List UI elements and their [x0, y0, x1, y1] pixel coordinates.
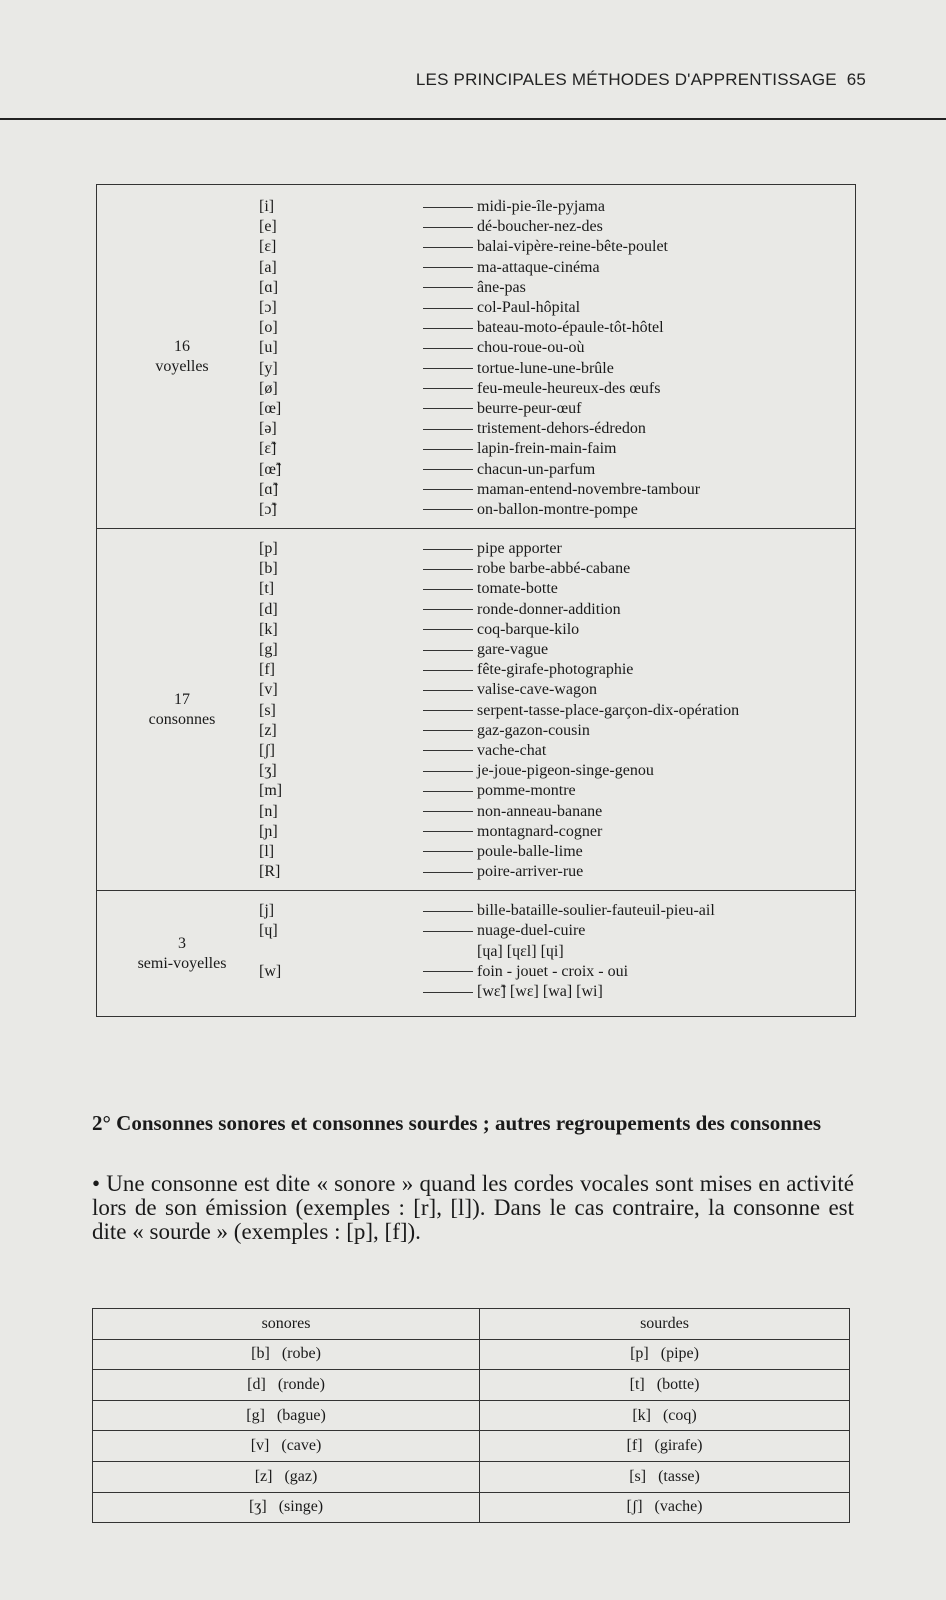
example-words: gare-vague: [477, 641, 549, 659]
dash-separator: [423, 449, 473, 450]
dash-separator: [423, 831, 473, 832]
phonetic-row: [97, 781, 855, 801]
dash-separator: [423, 730, 473, 731]
phoneme-symbol: [p]: [259, 540, 278, 558]
phoneme-symbol: [v]: [259, 681, 278, 699]
pairs-row: [93, 1431, 850, 1462]
sonores-sourdes-table: [92, 1308, 850, 1523]
dash-separator: [423, 690, 473, 691]
dash-separator: [423, 791, 473, 792]
example-words: âne-pas: [477, 278, 526, 296]
phoneme-symbol: [ə]: [259, 420, 277, 438]
example-words: ma-attaque-cinéma: [477, 258, 600, 276]
dash-separator: [423, 851, 473, 852]
example-words: fête-girafe-photographie: [477, 661, 634, 679]
phoneme-symbol: [i]: [259, 198, 275, 216]
section-label: [97, 690, 267, 730]
example-words: nuage-duel-cuire: [477, 922, 586, 940]
dash-separator: [423, 911, 473, 912]
dash-separator: [423, 348, 473, 349]
dash-separator: [423, 227, 473, 228]
dash-separator: [423, 509, 473, 510]
example-words: [ɥa] [ɥɛl] [ɥi]: [477, 942, 564, 960]
example-words: pipe apporter: [477, 540, 562, 558]
section-label: [97, 337, 267, 377]
example-words: on-ballon-montre-pompe: [477, 500, 638, 518]
sonore-cell: [z] (gaz): [93, 1461, 480, 1492]
sonore-cell: [d] (ronde): [93, 1370, 480, 1401]
phoneme-symbol: [t]: [259, 580, 275, 598]
example-words: non-anneau-banane: [477, 802, 603, 820]
example-words: vache-chat: [477, 741, 547, 759]
phoneme-symbol: [s]: [259, 701, 276, 719]
phoneme-symbol: [ɑ̃]: [259, 480, 279, 498]
page-number: 65: [846, 70, 866, 89]
phonetic-row: [97, 822, 855, 842]
phoneme-symbol: [R]: [259, 863, 281, 881]
example-words: foin - jouet - croix - oui: [477, 962, 629, 980]
phoneme-symbol: [k]: [259, 620, 278, 638]
phonetic-section: [97, 529, 855, 891]
section-count: 17: [174, 690, 190, 708]
dash-separator: [423, 207, 473, 208]
phonetic-row: [97, 237, 855, 257]
phonetic-row: [97, 761, 855, 781]
dash-separator: [423, 388, 473, 389]
dash-separator: [423, 670, 473, 671]
example-words: tristement-dehors-édredon: [477, 420, 646, 438]
sourde-cell: [p] (pipe): [480, 1339, 850, 1370]
dash-separator: [423, 267, 473, 268]
dash-separator: [423, 931, 473, 932]
phonetic-row: [97, 419, 855, 439]
phoneme-symbol: [z]: [259, 721, 277, 739]
phoneme-symbol: [d]: [259, 600, 278, 618]
sonore-cell: [g] (bague): [93, 1400, 480, 1431]
example-words: bille-bataille-soulier-fauteuil-pieu-ail: [477, 902, 715, 920]
phonetic-row: [97, 197, 855, 217]
example-words: beurre-peur-œuf: [477, 399, 582, 417]
running-header: [416, 70, 866, 90]
phonetic-section: [97, 891, 855, 1016]
phoneme-symbol: [ø]: [259, 379, 278, 397]
phoneme-symbol: [ɔ̃]: [259, 500, 277, 518]
phonetic-row: [97, 318, 855, 338]
dash-separator: [423, 771, 473, 772]
phonetic-row: [97, 500, 855, 520]
example-words: valise-cave-wagon: [477, 681, 597, 699]
dash-separator: [423, 549, 473, 550]
pairs-row: [93, 1400, 850, 1431]
phoneme-symbol: [g]: [259, 641, 278, 659]
phonetic-row: [97, 459, 855, 479]
phonetic-row: [97, 660, 855, 680]
example-words: je-joue-pigeon-singe-genou: [477, 762, 654, 780]
dash-separator: [423, 368, 473, 369]
phonetic-row: [97, 439, 855, 459]
dash-separator: [423, 992, 473, 993]
phoneme-symbol: [w]: [259, 962, 282, 980]
example-words: poire-arriver-rue: [477, 863, 584, 881]
example-words: balai-vipère-reine-bête-poulet: [477, 238, 668, 256]
phonetic-row: [97, 298, 855, 318]
dash-separator: [423, 971, 473, 972]
dash-separator: [423, 609, 473, 610]
phonetic-row: [97, 801, 855, 821]
sonore-cell: [b] (robe): [93, 1339, 480, 1370]
pairs-row: [93, 1339, 850, 1370]
phoneme-symbol: [ɛ]: [259, 238, 277, 256]
example-words: montagnard-cogner: [477, 822, 603, 840]
example-words: coq-barque-kilo: [477, 620, 580, 638]
phoneme-symbol: [j]: [259, 902, 275, 920]
phoneme-symbol: [n]: [259, 802, 278, 820]
example-words: pomme-montre: [477, 782, 576, 800]
phoneme-symbol: [ʒ]: [259, 762, 277, 780]
dash-separator: [423, 872, 473, 873]
phoneme-symbol: [m]: [259, 782, 283, 800]
dash-separator: [423, 811, 473, 812]
section-label: [97, 934, 267, 974]
phonetic-row: [97, 278, 855, 298]
pairs-row: [93, 1461, 850, 1492]
phoneme-symbol: [y]: [259, 359, 278, 377]
example-words: col-Paul-hôpital: [477, 299, 581, 317]
example-words: [wɛ̃] [wɛ] [wa] [wi]: [477, 983, 603, 1001]
example-words: serpent-tasse-place-garçon-dix-opération: [477, 701, 740, 719]
dash-separator: [423, 589, 473, 590]
header-rule: [0, 118, 946, 120]
section-name: semi-voyelles: [137, 954, 227, 972]
example-words: maman-entend-novembre-tambour: [477, 480, 701, 498]
dash-separator: [423, 247, 473, 248]
phonetic-row: [97, 579, 855, 599]
example-words: bateau-moto-épaule-tôt-hôtel: [477, 319, 664, 337]
example-words: feu-meule-heureux-des œufs: [477, 379, 661, 397]
dash-separator: [423, 629, 473, 630]
dash-separator: [423, 489, 473, 490]
pairs-row: [93, 1492, 850, 1523]
phonetic-row: [97, 862, 855, 882]
example-words: tomate-botte: [477, 580, 558, 598]
dash-separator: [423, 951, 473, 952]
example-words: robe barbe-abbé-cabane: [477, 560, 631, 578]
dash-separator: [423, 429, 473, 430]
phoneme-symbol: [b]: [259, 560, 278, 578]
sourde-cell: [k] (coq): [480, 1400, 850, 1431]
phonetic-row: [97, 399, 855, 419]
phonetic-row: [97, 901, 855, 921]
dash-separator: [423, 308, 473, 309]
dash-separator: [423, 469, 473, 470]
section-count: 16: [174, 337, 190, 355]
phoneme-symbol: [f]: [259, 661, 275, 679]
phoneme-symbol: [e]: [259, 218, 277, 236]
phonetic-row: [97, 640, 855, 660]
example-words: tortue-lune-une-brûle: [477, 359, 614, 377]
section-count: 3: [178, 934, 186, 952]
sourde-cell: [f] (girafe): [480, 1431, 850, 1462]
phonetic-row: [97, 559, 855, 579]
phonetic-row: [97, 539, 855, 559]
pairs-header-row: [93, 1309, 850, 1340]
phoneme-symbol: [u]: [259, 339, 278, 357]
example-words: poule-balle-lime: [477, 842, 583, 860]
phonetic-row: [97, 982, 855, 1002]
example-words: dé-boucher-nez-des: [477, 218, 603, 236]
phoneme-symbol: [ɥ]: [259, 922, 278, 940]
phoneme-symbol: [a]: [259, 258, 277, 276]
phoneme-symbol: [ɛ̃]: [259, 440, 277, 458]
example-words: gaz-gazon-cousin: [477, 721, 590, 739]
phoneme-symbol: [l]: [259, 842, 275, 860]
pairs-row: [93, 1370, 850, 1401]
phonetic-row: [97, 741, 855, 761]
sonore-cell: [v] (cave): [93, 1431, 480, 1462]
sourde-cell: [t] (botte): [480, 1370, 850, 1401]
section-name: voyelles: [155, 357, 209, 375]
example-words: chacun-un-parfum: [477, 460, 596, 478]
phoneme-symbol: [ɔ]: [259, 299, 277, 317]
phonetic-row: [97, 842, 855, 862]
phonetic-table: [96, 184, 856, 1017]
phoneme-symbol: [ɲ]: [259, 822, 278, 840]
sonore-cell: [ʒ] (singe): [93, 1492, 480, 1523]
header-title: LES PRINCIPALES MÉTHODES D'APPRENTISSAGE: [415, 70, 837, 89]
dash-separator: [423, 710, 473, 711]
phonetic-row: [97, 480, 855, 500]
example-words: lapin-frein-main-faim: [477, 440, 617, 458]
example-words: ronde-donner-addition: [477, 600, 621, 618]
dash-separator: [423, 287, 473, 288]
sourde-cell: [ʃ] (vache): [480, 1492, 850, 1523]
section-name: consonnes: [148, 710, 216, 728]
phonetic-row: [97, 258, 855, 278]
dash-separator: [423, 750, 473, 751]
phonetic-row: [97, 620, 855, 640]
dash-separator: [423, 569, 473, 570]
example-words: chou-roue-ou-où: [477, 339, 585, 357]
phonetic-row: [97, 379, 855, 399]
section-paragraph: • Une consonne est dite « sonore » quand les cordes vocales sont mises en activité lors de son émission (exemples : [r], [l]). Dans le cas contraire, la consonne est dite « sourde » (exemples : [p], [f]).: [92, 1171, 854, 1244]
section-heading: 2° Consonnes sonores et consonnes sourdes ; autres regroupements des consonnes: [92, 1111, 822, 1135]
dash-separator: [423, 408, 473, 409]
sourde-cell: [s] (tasse): [480, 1461, 850, 1492]
phoneme-symbol: [o]: [259, 319, 278, 337]
phonetic-row: [97, 217, 855, 237]
example-words: midi-pie-île-pyjama: [477, 198, 605, 216]
phonetic-row: [97, 600, 855, 620]
dash-separator: [423, 328, 473, 329]
phoneme-symbol: [ʃ]: [259, 741, 275, 759]
header-sourdes: sourdes: [480, 1309, 850, 1340]
phoneme-symbol: [œ]: [259, 399, 282, 417]
phonetic-section: [97, 185, 855, 529]
phoneme-symbol: [œ̃]: [259, 460, 282, 478]
dash-separator: [423, 650, 473, 651]
phoneme-symbol: [ɑ]: [259, 278, 279, 296]
header-sonores: sonores: [93, 1309, 480, 1340]
